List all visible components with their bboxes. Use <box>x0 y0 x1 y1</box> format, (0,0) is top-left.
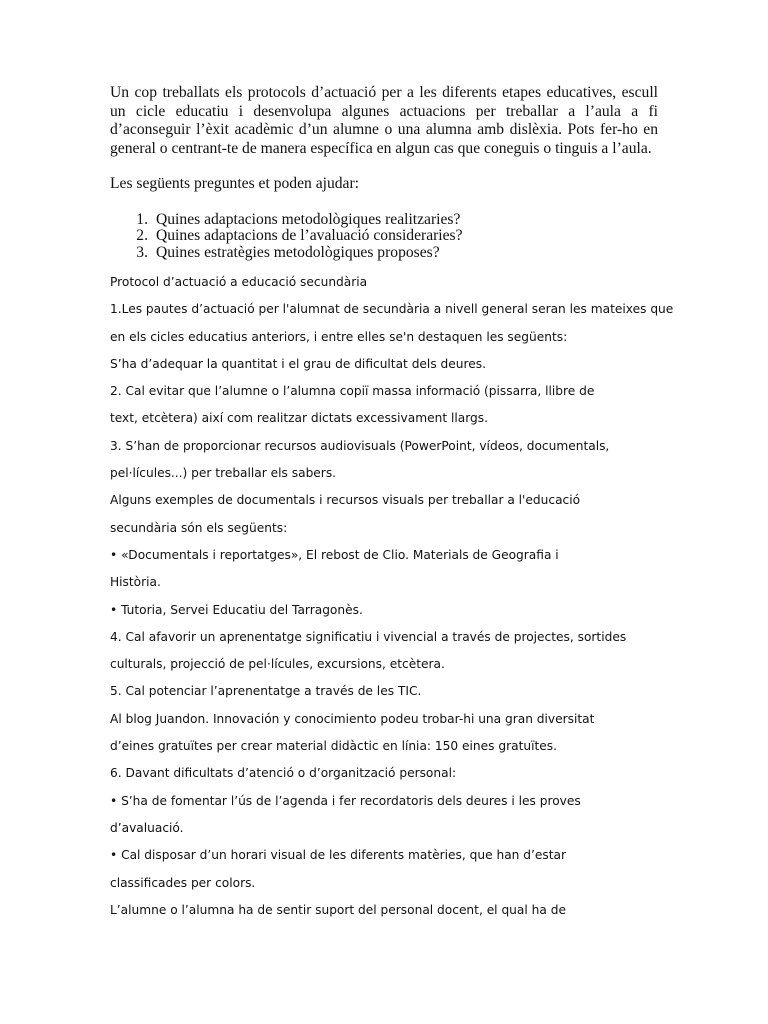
text-line: d’eines gratuïtes per crear material didàctic en línia: 150 eines gratuïtes. <box>110 739 557 754</box>
text-line: 1.Les pautes d’actuació per l'alumnat de secundària a nivell general seran les mateixes que <box>110 302 674 317</box>
questions-lead: Les següents preguntes et poden ajudar: <box>110 175 359 192</box>
text-line: classificades per colors. <box>110 875 256 890</box>
section-heading: Protocol d’actuació a educació secundària <box>110 275 368 289</box>
question-text: Quines adaptacions de l’avaluació consideraries? <box>156 227 463 244</box>
text-line: 4. Cal afavorir un aprenentatge significatiu i vivencial a través de projectes, sortides <box>110 629 627 644</box>
questions-list <box>110 211 658 261</box>
text-line: Alguns exemples de documentals i recursos visuals per treballar a l'educació <box>110 493 581 508</box>
text-line: d’avaluació. <box>110 820 184 835</box>
bullet-line: • Tutoria, Servei Educatiu del Tarragonès. <box>110 602 363 617</box>
question-item <box>110 211 658 228</box>
bullet-line: • «Documentals i reportatges», El rebost de Clio. Materials de Geografia i <box>110 547 559 562</box>
text-line: 2. Cal evitar que l’alumne o l’alumna copiï massa informació (pissarra, llibre de <box>110 384 595 399</box>
protocol-section <box>110 274 674 929</box>
bullet-line: • S’ha de fomentar l’ús de l’agenda i fer recordatoris dels deures i les proves <box>110 793 581 808</box>
question-item <box>110 227 658 244</box>
intro-paragraph: Un cop treballats els protocols d’actuació per a les diferents etapes educatives, escull un cicle educatiu i desenvolupa algunes actuacions per treballar a l’aula a fi d’aconseguir l’èxit acadèmic d’un alumne o una alumna amb dislèxia. Pots fer-ho en general o centrant-te de manera específica en algun cas que coneguis o tinguis a l’aula. <box>110 84 658 157</box>
question-text: Quines adaptacions metodològiques realitzaries? <box>156 210 461 228</box>
text-line: Història. <box>110 575 161 590</box>
text-line: secundària són els següents: <box>110 520 288 535</box>
question-number: 3. <box>136 243 148 261</box>
text-line: culturals, projecció de pel·lícules, excursions, etcètera. <box>110 657 445 672</box>
question-item <box>110 244 658 261</box>
question-number: 2. <box>136 227 148 244</box>
text-line: 6. Davant dificultats d’atenció o d’organització personal: <box>110 766 457 781</box>
text-line: S’ha d’adequar la quantitat i el grau de dificultat dels deures. <box>110 356 486 371</box>
document-page <box>110 84 674 929</box>
text-line: 3. S’han de proporcionar recursos audiovisuals (PowerPoint, vídeos, documentals, <box>110 438 610 453</box>
text-line: 5. Cal potenciar l’aprenentatge a través de les TIC. <box>110 684 422 699</box>
text-line: text, etcètera) així com realitzar dictats excessivament llargs. <box>110 411 488 426</box>
question-number: 1. <box>136 210 148 228</box>
text-line: en els cicles educatius anteriors, i entre elles se'n destaquen les següents: <box>110 329 568 344</box>
bullet-line: • Cal disposar d’un horari visual de les diferents matèries, que han d’estar <box>110 848 566 863</box>
question-text: Quines estratègies metodològiques proposes? <box>156 243 440 261</box>
text-line: L’alumne o l’alumna ha de sentir suport del personal docent, el qual ha de <box>110 902 566 917</box>
text-line: pel·lícules...) per treballar els sabers. <box>110 466 337 481</box>
text-line: Al blog Juandon. Innovación y conocimiento podeu trobar-hi una gran diversitat <box>110 711 595 726</box>
